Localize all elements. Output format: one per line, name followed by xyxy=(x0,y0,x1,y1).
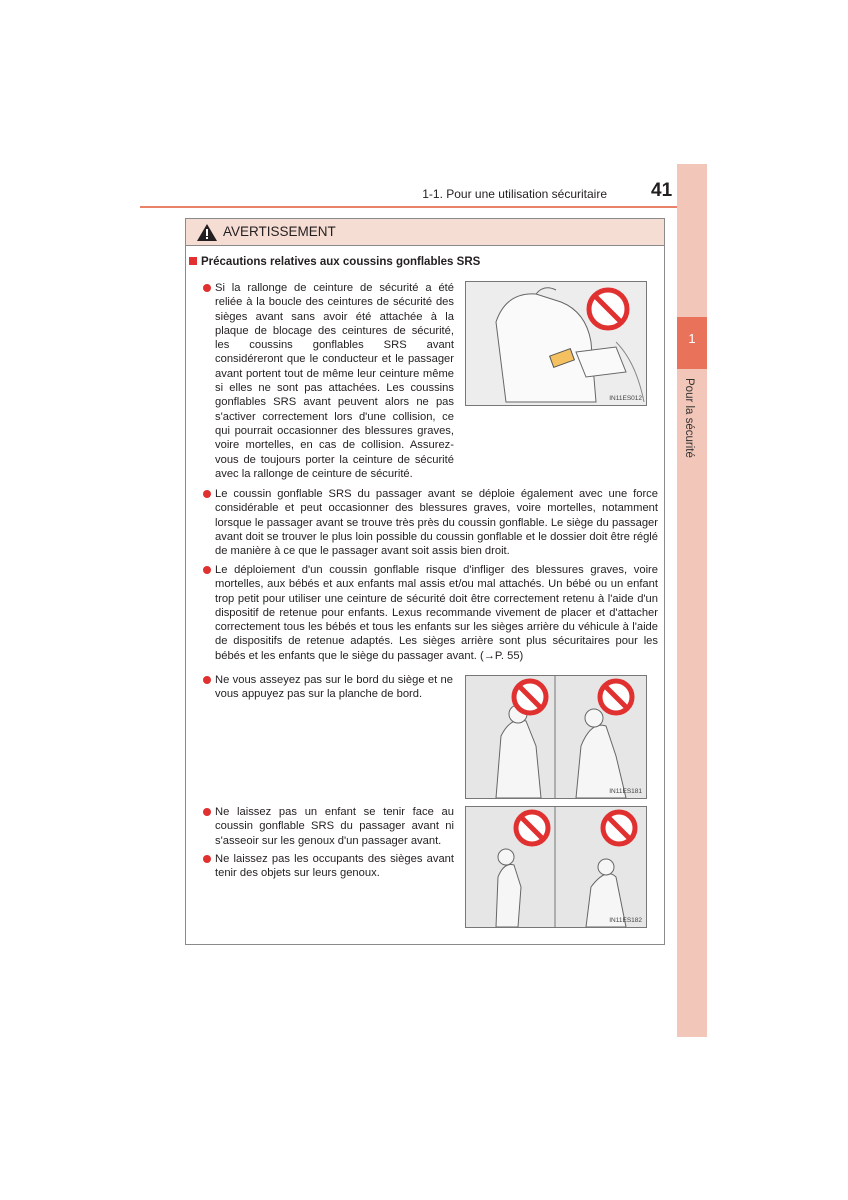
bullet-paragraph: Ne laissez pas les occupants des sièges avant tenir des objets sur leurs genoux. xyxy=(215,852,454,881)
square-bullet-icon xyxy=(189,257,197,265)
illustration-seatbelt-extender xyxy=(465,281,647,406)
chapter-number: 1 xyxy=(677,317,707,369)
bullet-dot-icon xyxy=(203,676,211,684)
figure-code: IN11ES182 xyxy=(609,917,642,924)
warning-box xyxy=(185,218,665,945)
section-title: Précautions relatives aux coussins gonflables SRS xyxy=(189,256,480,268)
bullet-dot-icon xyxy=(203,284,211,292)
warning-heading: AVERTISSEMENT xyxy=(223,224,336,239)
figure-code: IN11ES012 xyxy=(609,395,642,402)
warning-triangle-icon xyxy=(197,224,217,241)
figure-code: IN11ES181 xyxy=(609,788,642,795)
bullet-paragraph: Le coussin gonflable SRS du passager avant se déploie également avec une force considérable et peut occasionner des blessures graves, voire mortelles, notamment lorsque le passager avant se trouve très près du coussin gonflable. Le siège du passager avant doit se trouver le plus loin possible du coussin gonflable et le dossier doit être réglé de manière à ce que le passager avant soit assis bien droit. xyxy=(215,487,658,558)
chapter-side-tab xyxy=(677,164,707,1037)
header-rule xyxy=(140,206,677,208)
chapter-title: Pour la sécurité xyxy=(683,378,695,458)
illustration-child-airbag xyxy=(465,806,647,928)
bullet-dot-icon xyxy=(203,855,211,863)
warning-header xyxy=(186,219,664,246)
page-number: 41 xyxy=(651,180,673,201)
bullet-paragraph: Le déploiement d'un coussin gonflable risque d'infliger des blessures graves, voire mortelles, aux bébés et aux enfants mal assis et/ou mal attachés. Un bébé ou un enfant trop petit pour utiliser une ceinture de sécurité doit être correctement retenu à l'aide d'un dispositif de retenue pour enfants. Lexus recommande vivement de placer et d'attacher correctement tous les bébés et tous les enfants sur les sièges arrière du véhicule à l'aide de dispositifs de retenue adaptés. Les sièges arrière sont plus sécuritaires pour les bébés et les enfants que le siège du passager avant. (→P. 55) xyxy=(215,563,658,663)
illustration-seat-edge xyxy=(465,675,647,799)
bullet-paragraph: Ne vous asseyez pas sur le bord du siège et ne vous appuyez pas sur la planche de bord. xyxy=(215,673,453,702)
bullet-dot-icon xyxy=(203,808,211,816)
bullet-dot-icon xyxy=(203,566,211,574)
bullet-dot-icon xyxy=(203,490,211,498)
bullet-paragraph: Si la rallonge de ceinture de sécurité a été reliée à la boucle des ceintures de sécurité des sièges avant sans avoir été attachée à la plaque de blocage des ceintures de sécurité, les coussins gonflables SRS avant considéreront que le conducteur et le passager avant portent tout de même leur ceinture même si elles ne sont pas attachées. Les coussins gonflables SRS avant peuvent alors ne pas s'activer correctement lors d'une collision, ce qui pourrait occasionner des blessures graves, voire mortelles, en cas de collision. Assurez-vous de toujours porter la ceinture de sécurité avec la rallonge de ceinture de sécurité. xyxy=(215,281,454,481)
bullet-paragraph: Ne laissez pas un enfant se tenir face au coussin gonflable SRS du passager avant ni s'asseoir sur les genoux d'un passager avant. xyxy=(215,805,454,848)
section-header-title: 1-1. Pour une utilisation sécuritaire xyxy=(422,187,607,201)
